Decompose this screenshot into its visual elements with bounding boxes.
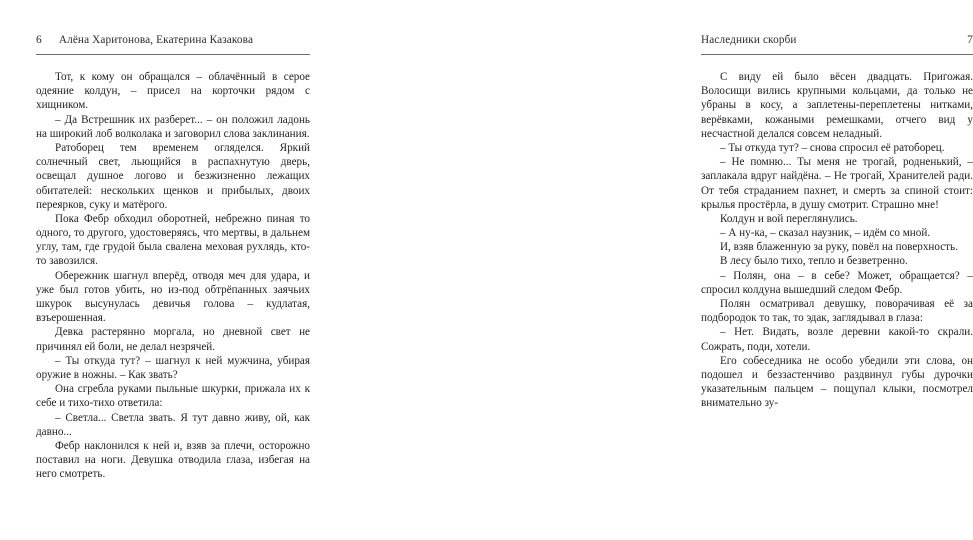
running-head-rule-right — [701, 54, 973, 55]
paragraph: Фебр наклонился к ней и, взяв за плечи, осторожно поставил на ноги. Девушка отводила глаза, избегая на него смотреть. — [36, 439, 310, 481]
paragraph: В лесу было тихо, тепло и безветренно. — [720, 255, 908, 268]
paragraph: Полян осматривал девушку, поворачивая её за подбородок то так, то эдак, заглядывал в глаза: — [701, 298, 973, 325]
paragraph: – А ну-ка, – сказал наузник, – идём со мной. — [720, 227, 931, 240]
paragraph: Тот, к кому он обращался – облачённый в серое одеяние колдун, – присел на корточки рядом с хищником. — [36, 71, 310, 112]
paragraph: – Светла... Светла звать. Я тут давно живу, ой, как давно... — [36, 411, 310, 438]
paragraph: – Да Встрешник их разберет... – он положил ладонь на широкий лоб волколака и заговорил слова заклинания. — [36, 113, 310, 140]
paragraph: Колдун и вой переглянулись. — [720, 212, 858, 225]
running-head-left — [36, 34, 310, 54]
paragraph: – Нет. Видать, возле деревни какой-то скрали. Сожрать, поди, хотели. — [701, 326, 973, 353]
paragraph: – Полян, она – в себе? Может, обращается? – спросил колдуна вышедший следом Фебр. — [701, 269, 973, 296]
text-block-left — [36, 70, 310, 481]
running-head-rule-left — [36, 54, 310, 55]
paragraph: Она сгребла руками пыльные шкурки, прижала их к себе и тихо-тихо ответила: — [36, 383, 310, 410]
page-right — [333, 0, 973, 540]
folio-left: 6 — [36, 34, 42, 46]
paragraph: – Не помню... Ты меня не трогай, родненький, – заплакала вдруг найдёна. – Не трогай, Хранителей ради. От тебя страданием пахнет, и смерть за спиной стоит: крылья простёрла, в душу смотрит. Страшно мне! — [701, 156, 973, 211]
page-left — [0, 0, 333, 540]
running-head-title-right: Наследники скорби — [701, 34, 797, 46]
paragraph: Его собеседника не особо убедили эти слова, он подошел и беззастенчиво раздвинул губы дурочки указательным пальцем – пощупал клыки, посмотрел внимательно зу- — [701, 354, 973, 410]
paragraph: Девка растерянно моргала, но дневной свет не причинял ей боли, не делал незрячей. — [36, 326, 310, 353]
paragraph: Обережник шагнул вперёд, отводя меч для удара, и уже был готов убить, но из-под обтрёпанных заячьих шкурок высунулась девичья голова – кудлатая, взъерошенная. — [36, 269, 310, 325]
paragraph: С виду ей было вёсен двадцать. Пригожая. Волосищи вились крупными кольцами, да только не убраны в косу, а заплетены-переплетены нитками, верёвками, кожаными ремешками, отчего вид у несчастной делался совсем неладный. — [701, 71, 973, 140]
running-head-title-left: Алёна Харитонова, Екатерина Казакова — [58, 34, 254, 46]
folio-right: 7 — [967, 34, 973, 46]
paragraph: Пока Фебр обходил оборотней, небрежно пиная то одного, то другого, удостоверяясь, что мертвы, в дальнем углу, там, где грудой была свалена меховая рухлядь, кто-то завозился. — [36, 212, 310, 268]
paragraph: И, взяв блаженную за руку, повёл на поверхность. — [720, 241, 958, 254]
paragraph: Ратоборец тем временем огляделся. Яркий солнечный свет, льющийся в распахнутую дверь, освещал душное логово и безжизненно лежащих обитателей: нескольких щенков и прибылых, двоих переярков, суку и матёрого. — [36, 141, 310, 211]
paragraph: – Ты откуда тут? – шагнул к ней мужчина, убирая оружие в ножны. – Как звать? — [36, 354, 310, 381]
paragraph: – Ты откуда тут? – снова спросил её ратоборец. — [720, 141, 945, 154]
running-head-right — [701, 34, 973, 54]
text-block-right — [701, 70, 973, 411]
